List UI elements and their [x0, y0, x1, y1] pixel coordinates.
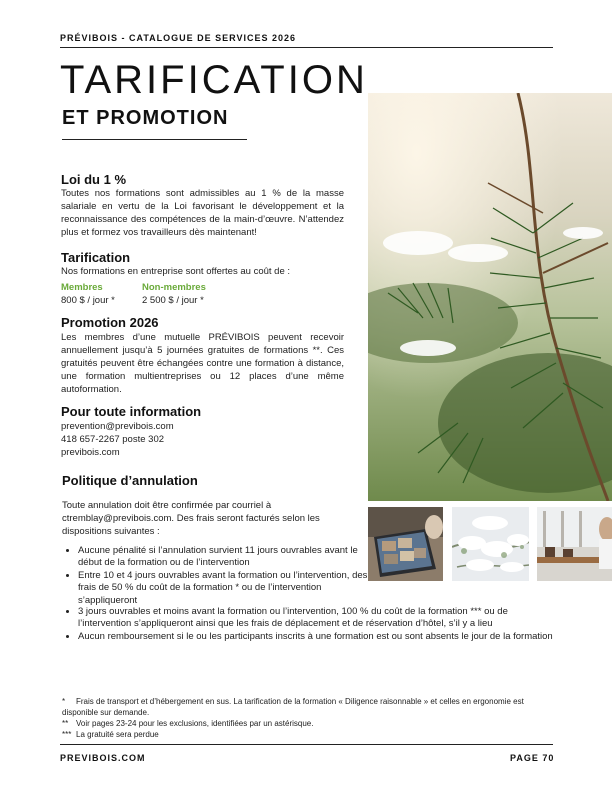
list-item: • Entre 10 et 4 jours ouvrables avant la formation ou l’intervention, des frais de 50 % du coût de la formation * ou de l’intervention s’appliqueront	[78, 570, 381, 607]
info-phone: 418 657-2267 poste 302	[61, 434, 165, 445]
tarification-intro: Nos formations en entreprise sont offertes au coût de :	[61, 266, 291, 277]
footnote-text: La gratuité sera perdue	[76, 730, 159, 739]
list-item: • Aucune pénalité si l’annulation survient 11 jours ouvrables avant le début de la formation ou de l’intervention	[78, 545, 381, 570]
politique-list	[62, 545, 381, 607]
tarification-heading: Tarification	[61, 250, 131, 265]
loi-heading: Loi du 1 %	[61, 172, 126, 187]
thumbnail-video-conference	[368, 507, 443, 581]
footnote-3	[62, 729, 532, 740]
laptop-conference-illustration	[368, 507, 443, 581]
running-header: PRÉVIBOIS - CATALOGUE DE SERVICES 2026	[60, 33, 297, 43]
list-item: • 3 jours ouvrables et moins avant la formation ou l’intervention, 100 % du coût de la formation *** ou de l’intervention s’appliqueront ainsi que les frais de déplacement et de réservation d’hôtel, s’il y a lieu	[78, 606, 560, 631]
politique-heading: Politique d’annulation	[62, 473, 198, 488]
thumbnail-office	[537, 507, 612, 581]
promotion-heading: Promotion 2026	[61, 315, 159, 330]
info-email[interactable]: prevention@previbois.com	[61, 421, 174, 432]
footnote-mark: ***	[62, 730, 72, 739]
thumbnail-snowy-branches	[452, 507, 529, 581]
info-website[interactable]: previbois.com	[61, 447, 120, 458]
politique-intro: Toute annulation doit être confirmée par courriel à ctremblay@previbois.com. Des frais seront facturés selon les dispositions suivantes :	[62, 500, 320, 537]
loi-text: Toutes nos formations sont admissibles au 1 % de la masse salariale en vertu de la Loi favorisant le développement et la reconnaissance des compétences de la main-d’œuvre. N’attendez plus et formez vos travailleurs dès maintenant!	[61, 188, 344, 238]
footnote-mark: *	[62, 697, 66, 706]
politique-list-wide	[62, 606, 560, 643]
main-photo	[368, 93, 612, 501]
page-title: TARIFICATION	[60, 58, 368, 102]
page-subtitle: ET PROMOTION	[62, 107, 229, 129]
snowy-branches-illustration	[452, 507, 529, 581]
footnote-1	[62, 696, 532, 718]
office-illustration	[537, 507, 612, 581]
footnote-2	[62, 718, 532, 729]
members-price: 800 $ / jour *	[61, 295, 115, 306]
footnote-mark: **	[62, 719, 69, 728]
list-item: • Aucun remboursement si le ou les participants inscrits à une formation est ou sont absents le jour de la formation	[78, 631, 560, 643]
nonmembers-price: 2 500 $ / jour *	[142, 295, 204, 306]
title-underline	[62, 139, 247, 140]
info-heading: Pour toute information	[61, 404, 202, 419]
page-number: PAGE 70	[510, 753, 555, 763]
footer-rule	[60, 744, 553, 745]
members-label: Membres	[61, 282, 103, 293]
footer-site: PREVIBOIS.COM	[60, 753, 146, 763]
footnote-text: Frais de transport et d’hébergement en sus. La tarification de la formation « Diligence raisonnable » et celles en ergonomie est disponible sur demande.	[62, 697, 524, 717]
footnote-text: Voir pages 23-24 pour les exclusions, identifiées par un astérisque.	[76, 719, 314, 728]
nonmembers-label: Non-membres	[142, 282, 206, 293]
pine-branch-illustration	[368, 93, 612, 501]
header-rule	[60, 47, 553, 48]
promotion-text: Les membres d’une mutuelle PRÉVIBOIS peuvent recevoir annuellement jusqu’à 5 journées gratuites de formations **. Ces gratuités peuvent être échangées contre une formation à distance, une formation multientreprises ou 12 places d’une même autoformation.	[61, 332, 344, 395]
